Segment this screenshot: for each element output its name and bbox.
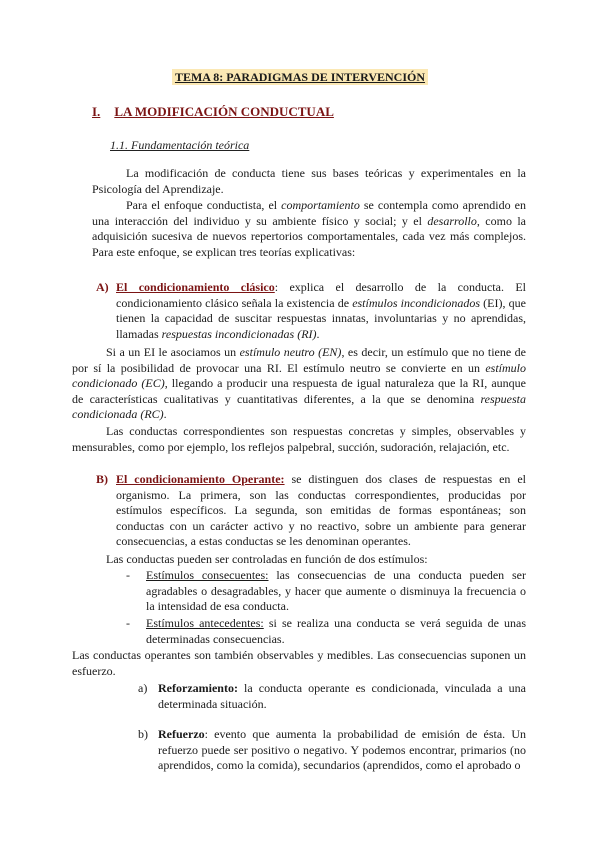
- operant-measurable-paragraph: Las conductas operantes son también observables y medibles. Las consecuencias suponen un esfuerzo.: [72, 648, 526, 678]
- section-label: LA MODIFICACIÓN CONDUCTUAL: [114, 104, 334, 119]
- section-number: I.: [92, 104, 101, 119]
- operant-conditioning-text: El condicionamiento Operante: se distinguen dos clases de respuestas en el organismo. La primera, son las conductas correspondientes, producidas por estímulos específicos. La segunda, son emitidas de formas espontáneas; son conductas con un carácter activo y no reactivo, sobre un ambiente para generar consecuencias, a estas conductas se les denominan operantes.: [116, 472, 526, 549]
- conducts-paragraph: Las conductas correspondientes son respuestas concretas y simples, observables y mensurables, como por ejemplo, los reflejos palpebral, succión, sudoración, relajación, etc.: [72, 424, 526, 454]
- bullet-consequent: - Estímulos consecuentes: las consecuencias de una conducta pueden ser agradables o desagradables, y hacer que aumente o disminuya la frecuencia o la intensidad de esa conducta.: [126, 568, 526, 614]
- classical-conditioning-text: El condicionamiento clásico: explica el desarrollo de la conducta. El condicionamiento clásico señala la existencia de estímulos incondicionados (EI), que tienen la capacidad de suscitar respuestas innatas, involuntarias y no aprendidas, llamadas respuestas incondicionadas (RI).: [116, 280, 527, 341]
- stimuli-intro: Las conductas pueden ser controladas en función de dos estímulos:: [106, 552, 428, 566]
- neutral-stimulus-paragraph: Si a un EI le asociamos un estímulo neutro (EN), es decir, un estímulo que no tiene de por sí la posibilidad de provocar una RI. El estímulo neutro se convierte en un estímulo condicionado (EC), llegando a producir una respuesta de igual naturaleza que la RI, aunque de características cualitativas y cuantitativas diferentes, a la que se denomina respuesta condicionada (RC).: [72, 345, 527, 422]
- subsection-heading: 1.1. Fundamentación teórica: [110, 138, 250, 152]
- operant-conditioning-item: [96, 472, 526, 550]
- item-letter-b: B): [96, 472, 108, 486]
- classical-conditioning-item: [96, 280, 526, 342]
- document-title: TEMA 8: PARADIGMAS DE INTERVENCIÓN: [0, 70, 600, 85]
- section-heading: [92, 104, 334, 120]
- item-reinforcer: b) Refuerzo: evento que aumenta la probabilidad de emisión de ésta. Un refuerzo puede ser positivo o negativo. Y podemos encontrar, primarios (no aprendidos, como la comida), secundarios (aprendidos, como el aprobado o: [138, 727, 526, 773]
- behaviorist-paragraph: Para el enfoque conductista, el comportamiento se contempla como aprendido en una interacción del individuo y su ambiente físico y social; y el desarrollo, como la adquisición sucesiva de nuevos repertorios comportamentales, cada vez más complejos. Para este enfoque, se explican tres teorías explicativas:: [92, 198, 526, 259]
- intro-paragraph: La modificación de conducta tiene sus bases teóricas y experimentales en la Psicología del Aprendizaje.: [92, 166, 526, 196]
- item-reinforcement: a) Reforzamiento: la conducta operante es condicionada, vinculada a una determinada situación.: [138, 681, 526, 711]
- item-letter-a: A): [96, 280, 109, 294]
- bullet-antecedent: - Estímulos antecedentes: si se realiza una conducta se verá seguida de unas determinadas consecuencias.: [126, 616, 527, 646]
